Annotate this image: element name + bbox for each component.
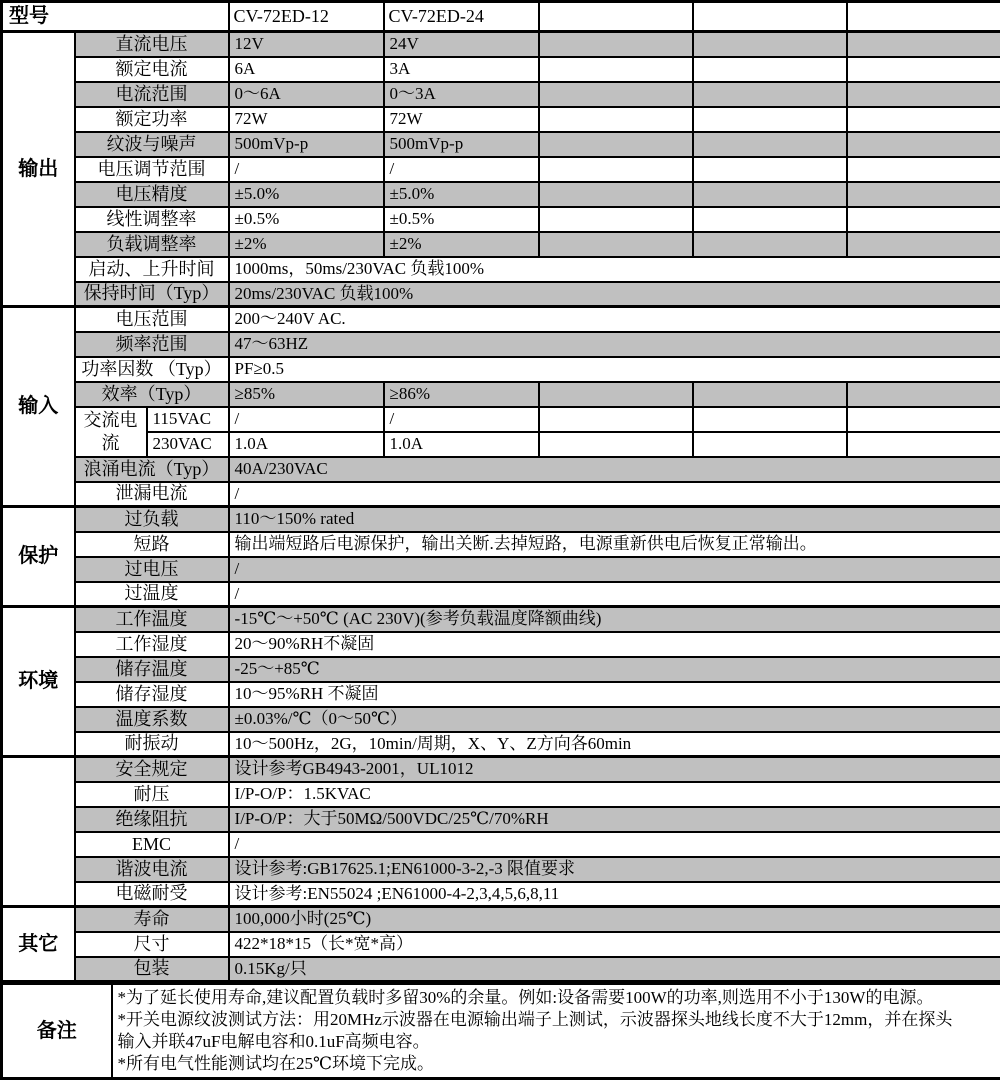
header-row — [2, 2, 1000, 32]
value-cell — [693, 132, 847, 157]
table-row — [2, 782, 1000, 807]
param-label: 额定电流 — [75, 57, 229, 82]
value-cell: ±2% — [229, 232, 384, 257]
value-cell — [693, 182, 847, 207]
table-row — [2, 857, 1000, 882]
value-cell — [693, 407, 847, 432]
remarks-line: *开关电源纹波测试方法：用20MHz示波器在电源输出端子上测试，示波器探头地线长度不大于12mm，并在探头 — [117, 1010, 953, 1029]
table-row — [2, 457, 1000, 482]
value-cell: ≥86% — [384, 382, 539, 407]
param-label: 过负载 — [75, 507, 229, 532]
value-cell: ±0.5% — [229, 207, 384, 232]
remarks-line: 输入并联47uF电解电容和0.1uF高频电容。 — [117, 1032, 430, 1051]
value-cell — [847, 107, 1000, 132]
remarks-section-label: 备注 — [2, 984, 112, 1079]
value-cell: 500mVp-p — [384, 132, 539, 157]
value-cell — [847, 432, 1000, 457]
value-cell: 0.15Kg/只 — [229, 957, 1000, 982]
value-cell: 100,000小时(25℃) — [229, 907, 1000, 932]
value-cell: ±0.5% — [384, 207, 539, 232]
param-label: 线性调整率 — [75, 207, 229, 232]
value-cell: 1000ms，50ms/230VAC 负载100% — [229, 257, 1000, 282]
value-cell: 24V — [384, 32, 539, 57]
value-cell — [847, 57, 1000, 82]
param-label: 耐振动 — [75, 732, 229, 757]
table-row — [2, 32, 1000, 57]
value-cell — [847, 382, 1000, 407]
param-label: 负载调整率 — [75, 232, 229, 257]
table-row — [2, 707, 1000, 732]
value-cell: I/P-O/P：大于50MΩ/500VDC/25℃/70%RH — [229, 807, 1000, 832]
value-cell: 1.0A — [229, 432, 384, 457]
table-row — [2, 607, 1000, 632]
param-label: 泄漏电流 — [75, 482, 229, 507]
value-cell — [539, 132, 693, 157]
param-label: 包装 — [75, 957, 229, 982]
model-name — [539, 2, 693, 32]
table-row — [2, 732, 1000, 757]
param-label: 启动、上升时间 — [75, 257, 229, 282]
value-cell: / — [384, 407, 539, 432]
value-cell: PF≥0.5 — [229, 357, 1000, 382]
value-cell — [693, 382, 847, 407]
value-cell: I/P-O/P：1.5KVAC — [229, 782, 1000, 807]
param-label: 功率因数 （Typ） — [75, 357, 229, 382]
table-row — [2, 557, 1000, 582]
table-row — [2, 432, 1000, 457]
param-label: 电压范围 — [75, 307, 229, 332]
table-row — [2, 632, 1000, 657]
ac-sub-label: 230VAC — [147, 432, 229, 457]
table-row — [2, 482, 1000, 507]
value-cell: / — [229, 482, 1000, 507]
value-cell: 1.0A — [384, 432, 539, 457]
value-cell: ≥85% — [229, 382, 384, 407]
table-row — [2, 257, 1000, 282]
value-cell — [847, 157, 1000, 182]
value-cell: ±5.0% — [229, 182, 384, 207]
value-cell: 20～90%RH不凝固 — [229, 632, 1000, 657]
value-cell — [539, 157, 693, 182]
param-label: 额定功率 — [75, 107, 229, 132]
value-cell — [693, 107, 847, 132]
table-row — [2, 507, 1000, 532]
section-label: 输入 — [2, 307, 75, 507]
value-cell: 10～500Hz，2G，10min/周期，X、Y、Z方向各60min — [229, 732, 1000, 757]
table-row — [2, 307, 1000, 332]
param-label: EMC — [75, 832, 229, 857]
section-label: 输出 — [2, 32, 75, 307]
value-cell: 10～95%RH 不凝固 — [229, 682, 1000, 707]
value-cell — [539, 32, 693, 57]
section-label: 保护 — [2, 507, 75, 607]
value-cell: ±2% — [384, 232, 539, 257]
value-cell — [539, 182, 693, 207]
section-label: 环境 — [2, 607, 75, 757]
value-cell — [693, 432, 847, 457]
value-cell: ±5.0% — [384, 182, 539, 207]
table-row — [2, 832, 1000, 857]
model-name: CV-72ED-12 — [229, 2, 384, 32]
value-cell — [847, 407, 1000, 432]
value-cell: 200～240V AC. — [229, 307, 1000, 332]
ac-current-group-label: 交流电流 — [75, 407, 147, 457]
value-cell: -25～+85℃ — [229, 657, 1000, 682]
value-cell: 422*18*15（长*宽*高） — [229, 932, 1000, 957]
value-cell — [693, 157, 847, 182]
table-row — [2, 907, 1000, 932]
value-cell: 设计参考GB4943-2001，UL1012 — [229, 757, 1000, 782]
param-label: 储存温度 — [75, 657, 229, 682]
value-cell: / — [229, 832, 1000, 857]
value-cell: 40A/230VAC — [229, 457, 1000, 482]
table-row — [2, 207, 1000, 232]
value-cell — [693, 207, 847, 232]
param-label: 温度系数 — [75, 707, 229, 732]
value-cell — [539, 407, 693, 432]
table-row — [2, 682, 1000, 707]
table-row — [2, 882, 1000, 907]
remarks-table — [0, 983, 1000, 1080]
param-label: 储存湿度 — [75, 682, 229, 707]
param-label: 电磁耐受 — [75, 882, 229, 907]
model-name — [847, 2, 1000, 32]
table-row — [2, 57, 1000, 82]
value-cell — [847, 132, 1000, 157]
table-row — [2, 107, 1000, 132]
value-cell: 设计参考:EN55024 ;EN61000-4-2,3,4,5,6,8,11 — [229, 882, 1000, 907]
value-cell: / — [229, 582, 1000, 607]
value-cell — [847, 207, 1000, 232]
value-cell: 0～3A — [384, 82, 539, 107]
param-label: 过电压 — [75, 557, 229, 582]
value-cell — [539, 82, 693, 107]
table-row — [2, 282, 1000, 307]
ac-sub-label: 115VAC — [147, 407, 229, 432]
value-cell — [693, 82, 847, 107]
value-cell: 12V — [229, 32, 384, 57]
table-row — [2, 182, 1000, 207]
param-label: 保持时间（Typ） — [75, 282, 229, 307]
param-label: 短路 — [75, 532, 229, 557]
remarks-line: *为了延长使用寿命,建议配置负载时多留30%的余量。例如:设备需要100W的功率,则选用不小于130W的电源。 — [117, 988, 934, 1007]
remarks-content — [112, 984, 1000, 1079]
value-cell: 20ms/230VAC 负载100% — [229, 282, 1000, 307]
value-cell — [539, 107, 693, 132]
param-label: 工作温度 — [75, 607, 229, 632]
table-row — [2, 532, 1000, 557]
table-row — [2, 332, 1000, 357]
table-row — [2, 232, 1000, 257]
value-cell — [847, 182, 1000, 207]
table-row — [2, 957, 1000, 982]
value-cell: / — [229, 157, 384, 182]
param-label: 效率（Typ） — [75, 382, 229, 407]
param-label: 工作湿度 — [75, 632, 229, 657]
value-cell: 输出端短路后电源保护，输出关断.去掉短路，电源重新供电后恢复正常输出。 — [229, 532, 1000, 557]
model-name: CV-72ED-24 — [384, 2, 539, 32]
value-cell — [539, 232, 693, 257]
table-row — [2, 757, 1000, 782]
value-cell: / — [229, 557, 1000, 582]
value-cell: 0～6A — [229, 82, 384, 107]
model-label: 型号 — [2, 2, 229, 32]
param-label: 安全规定 — [75, 757, 229, 782]
table-row — [2, 157, 1000, 182]
table-row — [2, 357, 1000, 382]
value-cell — [539, 382, 693, 407]
param-label: 浪涌电流（Typ） — [75, 457, 229, 482]
value-cell: -15℃～+50℃ (AC 230V)(参考负载温度降额曲线) — [229, 607, 1000, 632]
param-label: 电压精度 — [75, 182, 229, 207]
param-label: 过温度 — [75, 582, 229, 607]
value-cell: ±0.03%/℃（0～50℃） — [229, 707, 1000, 732]
table-row — [2, 132, 1000, 157]
table-row — [2, 82, 1000, 107]
param-label: 谐波电流 — [75, 857, 229, 882]
value-cell — [539, 207, 693, 232]
table-row — [2, 657, 1000, 682]
value-cell: 72W — [229, 107, 384, 132]
model-name — [693, 2, 847, 32]
section-label — [2, 757, 75, 907]
param-label: 寿命 — [75, 907, 229, 932]
table-row — [2, 582, 1000, 607]
table-row — [2, 407, 1000, 432]
value-cell: / — [384, 157, 539, 182]
value-cell: / — [229, 407, 384, 432]
value-cell: 500mVp-p — [229, 132, 384, 157]
value-cell — [847, 32, 1000, 57]
table-row — [2, 807, 1000, 832]
value-cell — [539, 57, 693, 82]
param-label: 电流范围 — [75, 82, 229, 107]
param-label: 直流电压 — [75, 32, 229, 57]
table-row — [2, 382, 1000, 407]
table-row — [2, 932, 1000, 957]
value-cell: 6A — [229, 57, 384, 82]
param-label: 频率范围 — [75, 332, 229, 357]
remarks-row — [2, 984, 1000, 1079]
value-cell — [693, 32, 847, 57]
value-cell — [847, 82, 1000, 107]
param-label: 绝缘阻抗 — [75, 807, 229, 832]
value-cell — [539, 432, 693, 457]
value-cell — [847, 232, 1000, 257]
section-label: 其它 — [2, 907, 75, 982]
value-cell: 设计参考:GB17625.1;EN61000-3-2,-3 限值要求 — [229, 857, 1000, 882]
param-label: 纹波与噪声 — [75, 132, 229, 157]
value-cell: 110～150% rated — [229, 507, 1000, 532]
value-cell — [693, 232, 847, 257]
param-label: 尺寸 — [75, 932, 229, 957]
value-cell: 47～63HZ — [229, 332, 1000, 357]
value-cell: 3A — [384, 57, 539, 82]
value-cell: 72W — [384, 107, 539, 132]
param-label: 耐压 — [75, 782, 229, 807]
value-cell — [693, 57, 847, 82]
remarks-line: *所有电气性能测试均在25℃环境下完成。 — [117, 1054, 435, 1073]
param-label: 电压调节范围 — [75, 157, 229, 182]
